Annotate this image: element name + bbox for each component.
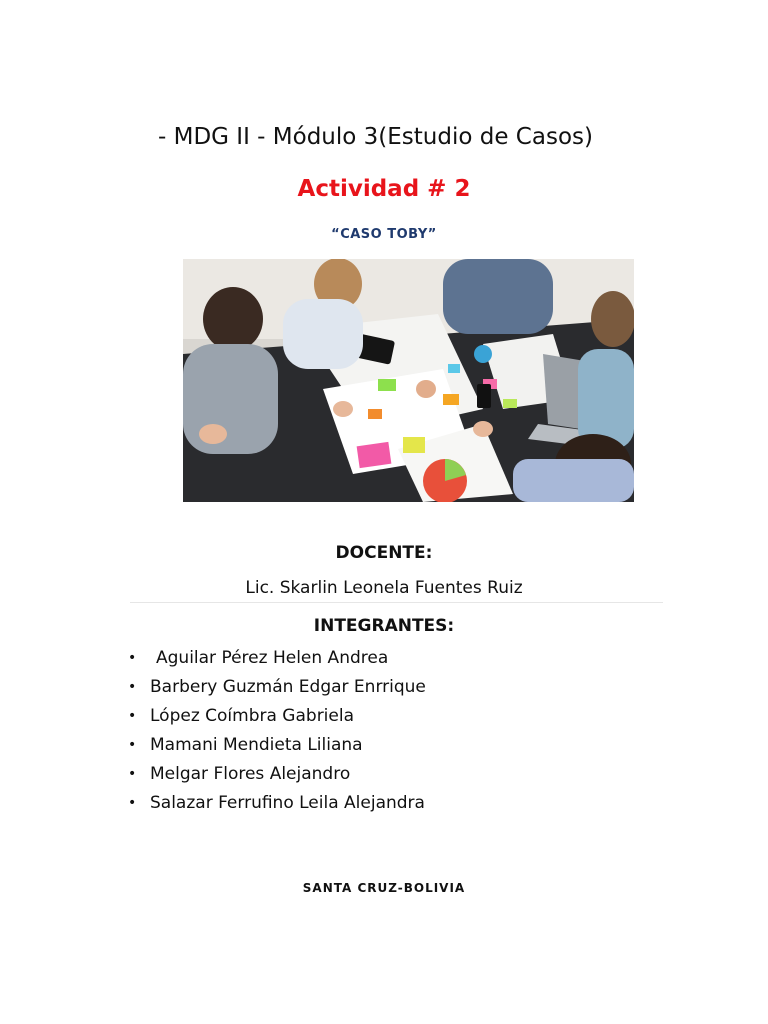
member-name: Mamani Mendieta Liliana [150, 734, 363, 755]
integrantes-heading: INTEGRANTES: [313, 616, 455, 636]
team-meeting-photo [183, 259, 634, 502]
location-footer: SANTA CRUZ-BOLIVIA [302, 881, 466, 895]
list-item [128, 730, 426, 759]
bullet-icon: • [128, 707, 137, 724]
member-name: Melgar Flores Alejandro [150, 763, 351, 784]
list-item [128, 701, 426, 730]
bullet-icon: • [128, 794, 137, 811]
bullet-icon: • [128, 736, 137, 753]
member-name: López Coímbra Gabriela [150, 705, 354, 726]
list-item [128, 643, 426, 672]
bullet-icon: • [128, 765, 137, 782]
member-name: Barbery Guzmán Edgar Enrrique [150, 676, 426, 697]
section-divider [130, 602, 663, 603]
members-list [128, 643, 426, 817]
docente-heading: DOCENTE: [335, 543, 433, 563]
list-item [128, 672, 426, 701]
list-item [128, 759, 426, 788]
bullet-icon: • [128, 649, 137, 666]
list-item [128, 788, 426, 817]
member-name: Aguilar Pérez Helen Andrea [156, 647, 389, 668]
member-name: Salazar Ferrufino Leila Alejandra [150, 792, 425, 813]
document-title: - MDG II - Módulo 3(Estudio de Casos) [158, 124, 593, 150]
docente-name: Lic. Skarlin Leonela Fuentes Ruiz [245, 578, 523, 598]
case-title: “CASO TOBY” [331, 227, 437, 242]
bullet-icon: • [128, 678, 137, 695]
activity-heading: Actividad # 2 [297, 176, 471, 202]
